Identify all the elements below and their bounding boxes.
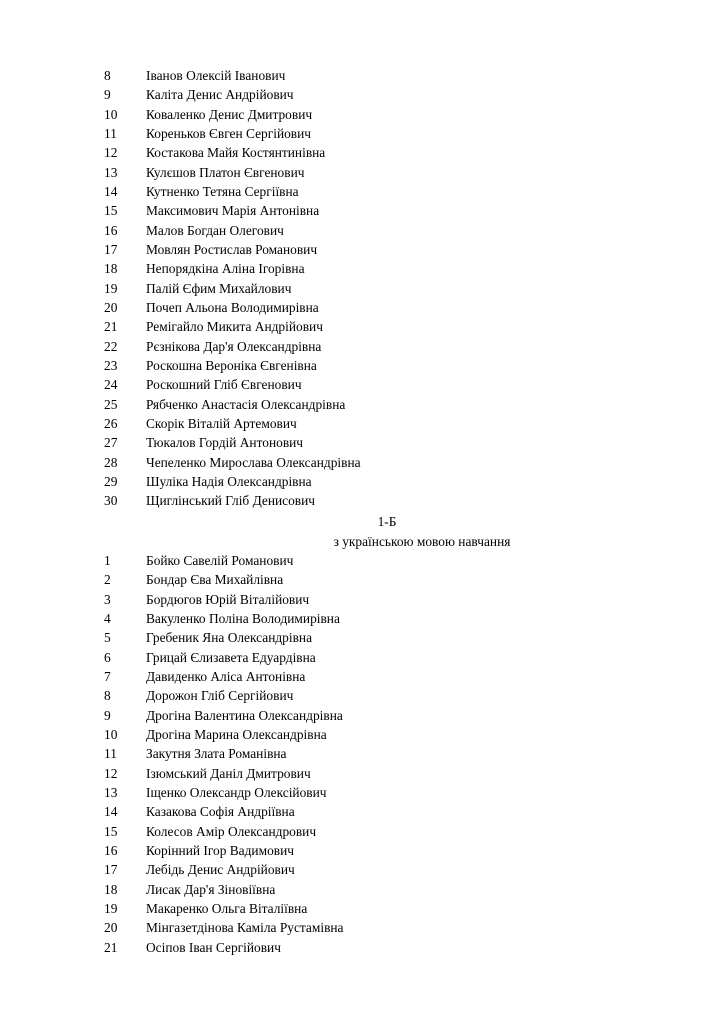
student-row <box>0 472 724 491</box>
student-name: Осіпов Іван Сергійович <box>146 939 281 955</box>
student-number: 27 <box>104 435 118 451</box>
student-row <box>0 938 724 957</box>
student-name: Скорік Віталій Артемович <box>146 415 297 431</box>
student-number: 18 <box>104 881 118 897</box>
student-name: Закутня Злата Романівна <box>146 746 287 762</box>
student-name: Бойко Савелій Романович <box>146 553 294 568</box>
student-number: 19 <box>104 900 118 916</box>
student-number: 15 <box>104 203 118 219</box>
student-row <box>0 764 724 783</box>
student-number: 21 <box>104 319 118 335</box>
student-name: Давиденко Аліса Антонівна <box>146 668 306 684</box>
student-name: Макаренко Ольга Віталіївна <box>146 900 308 916</box>
student-row <box>0 105 724 124</box>
student-name: Дрогіна Валентина Олександрівна <box>146 707 343 723</box>
student-name: Рябченко Анастасія Олександрівна <box>146 396 346 412</box>
student-row <box>0 182 724 201</box>
student-name: Каліта Денис Андрійович <box>146 87 294 103</box>
student-name: Мовлян Ростислав Романович <box>146 241 318 257</box>
student-number: 3 <box>104 591 111 607</box>
student-number: 12 <box>104 145 118 161</box>
student-name: Мінгазетдінова Каміла Рустамівна <box>146 920 344 936</box>
student-row <box>0 609 724 628</box>
student-number: 10 <box>104 726 118 742</box>
student-name: Іванов Олексій Іванович <box>146 68 286 83</box>
student-row <box>0 259 724 278</box>
student-number: 18 <box>104 261 118 277</box>
student-name: Ремігайло Микита Андрійович <box>146 319 323 335</box>
student-name: Грицай Єлизавета Едуардівна <box>146 649 316 665</box>
student-number: 29 <box>104 473 118 489</box>
student-name: Дорожон Гліб Сергійович <box>146 688 294 704</box>
student-row <box>0 143 724 162</box>
student-row <box>0 570 724 589</box>
student-name: Казакова Софія Андріївна <box>146 804 295 820</box>
student-name: Бондар Єва Михайлівна <box>146 572 284 588</box>
student-row <box>0 899 724 918</box>
student-number: 14 <box>104 183 118 199</box>
student-name: Гребеник Яна Олександрівна <box>146 630 313 646</box>
student-row <box>0 918 724 937</box>
student-row <box>0 686 724 705</box>
student-row <box>0 491 724 510</box>
class-subtitle: з українською мовою навчання <box>333 534 511 549</box>
student-row <box>0 590 724 609</box>
student-row <box>0 85 724 104</box>
student-row <box>0 822 724 841</box>
student-name: Коваленко Денис Дмитрович <box>146 106 313 122</box>
student-number: 30 <box>104 493 118 509</box>
student-row <box>0 414 724 433</box>
student-number: 5 <box>104 630 111 646</box>
student-number: 14 <box>104 804 118 820</box>
student-number: 7 <box>104 668 111 684</box>
student-name: Непорядкіна Аліна Ігорівна <box>146 261 305 277</box>
student-number: 13 <box>104 784 118 800</box>
student-number: 11 <box>104 125 117 141</box>
student-row <box>0 124 724 143</box>
student-number: 1 <box>104 553 111 568</box>
student-number: 26 <box>104 415 118 431</box>
student-row <box>0 551 724 570</box>
student-row <box>0 667 724 686</box>
student-row <box>0 395 724 414</box>
student-number: 17 <box>104 241 118 257</box>
student-number: 19 <box>104 280 118 296</box>
student-name: Ізюмський Даніл Дмитрович <box>146 765 311 781</box>
student-name: Тюкалов Гордій Антонович <box>146 435 304 451</box>
student-name: Роскошний Гліб Євгенович <box>146 377 302 393</box>
student-row <box>0 279 724 298</box>
student-row <box>0 337 724 356</box>
student-name: Вакуленко Поліна Володимирівна <box>146 610 340 626</box>
student-row <box>0 163 724 182</box>
student-name: Бордюгов Юрій Віталійович <box>146 591 310 607</box>
student-row <box>0 317 724 336</box>
student-number: 8 <box>104 68 111 83</box>
class-heading <box>0 512 724 531</box>
student-number: 22 <box>104 338 118 354</box>
student-number: 28 <box>104 454 118 470</box>
student-list-continued <box>0 66 724 511</box>
student-name: Палій Єфим Михайлович <box>146 280 292 296</box>
student-row <box>0 744 724 763</box>
student-number: 8 <box>104 688 111 704</box>
student-name: Лисак Дар'я Зіновіївна <box>146 881 276 897</box>
student-number: 9 <box>104 87 111 103</box>
student-number: 12 <box>104 765 118 781</box>
student-number: 10 <box>104 106 118 122</box>
student-name: Щиглінський Гліб Денисович <box>146 493 316 509</box>
student-name: Роскошна Вероніка Євгенівна <box>146 357 317 373</box>
student-number: 25 <box>104 396 118 412</box>
student-row <box>0 802 724 821</box>
student-number: 20 <box>104 920 118 936</box>
student-row <box>0 433 724 452</box>
student-row <box>0 356 724 375</box>
student-name: Шуліка Надія Олександрівна <box>146 473 312 489</box>
student-name: Кореньков Євген Сергійович <box>146 125 312 141</box>
student-number: 21 <box>104 939 118 955</box>
student-name: Костакова Майя Костянтинівна <box>146 145 326 161</box>
student-name: Максимович Марія Антонівна <box>146 203 320 219</box>
student-number: 15 <box>104 823 118 839</box>
student-number: 23 <box>104 357 118 373</box>
student-name: Малов Богдан Олегович <box>146 222 284 238</box>
student-number: 24 <box>104 377 118 393</box>
student-row <box>0 240 724 259</box>
student-number: 11 <box>104 746 117 762</box>
student-name: Колесов Амір Олександрович <box>146 823 317 839</box>
student-row <box>0 860 724 879</box>
student-number: 2 <box>104 572 111 588</box>
student-row <box>0 706 724 725</box>
student-row <box>0 66 724 85</box>
student-name: Дрогіна Марина Олександрівна <box>146 726 327 742</box>
student-row <box>0 375 724 394</box>
student-number: 6 <box>104 649 111 665</box>
student-number: 9 <box>104 707 111 723</box>
student-list-1b <box>0 551 724 957</box>
student-row <box>0 628 724 647</box>
student-row <box>0 783 724 802</box>
student-row <box>0 298 724 317</box>
student-number: 16 <box>104 842 118 858</box>
student-name: Почеп Альона Володимирівна <box>146 299 319 315</box>
student-row <box>0 648 724 667</box>
student-row <box>0 453 724 472</box>
student-name: Рєзнікова Дар'я Олександрівна <box>146 338 322 354</box>
student-row <box>0 880 724 899</box>
student-row <box>0 201 724 220</box>
class-subtitle-row <box>0 532 724 551</box>
student-row <box>0 841 724 860</box>
student-number: 13 <box>104 164 118 180</box>
student-row <box>0 725 724 744</box>
student-number: 4 <box>104 610 111 626</box>
student-name: Кулєшов Платон Євгенович <box>146 164 305 180</box>
student-name: Іщенко Олександр Олексійович <box>146 784 327 800</box>
student-name: Корінний Ігор Вадимович <box>146 842 294 858</box>
student-number: 20 <box>104 299 118 315</box>
student-number: 16 <box>104 222 118 238</box>
student-name: Лебідь Денис Андрійович <box>146 862 295 878</box>
class-label: 1-Б <box>377 514 397 529</box>
student-name: Чепеленко Мирослава Олександрівна <box>146 454 361 470</box>
student-number: 17 <box>104 862 118 878</box>
student-row <box>0 221 724 240</box>
student-name: Кутненко Тетяна Сергіївна <box>146 183 299 199</box>
